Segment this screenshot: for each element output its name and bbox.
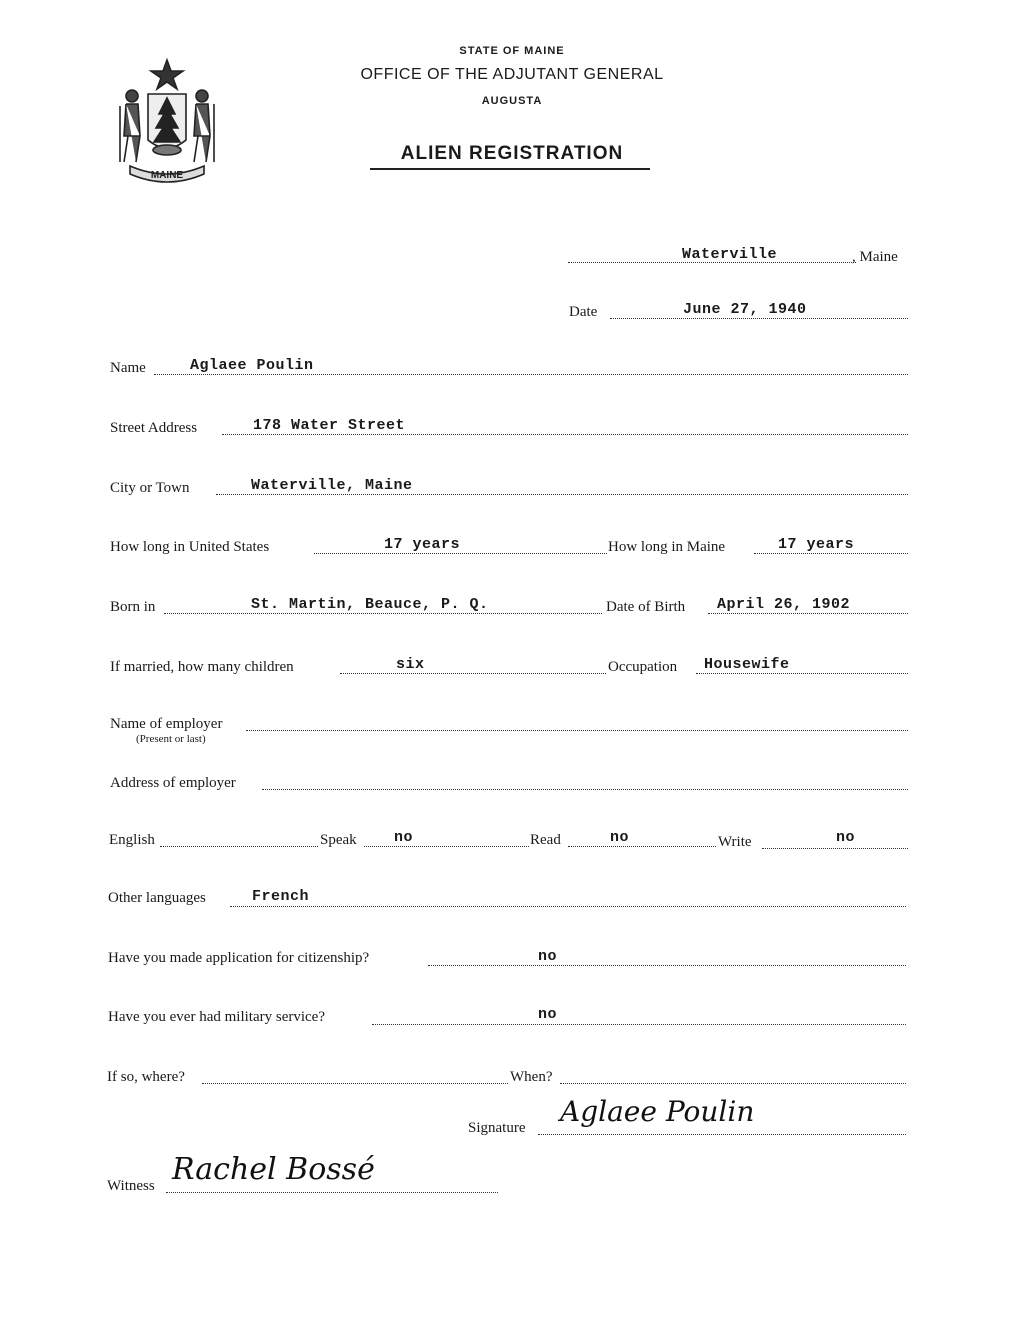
maine-state-seal-icon	[112, 58, 222, 186]
english-dots	[160, 846, 318, 847]
when-dots	[560, 1083, 906, 1084]
where-label: If so, where?	[107, 1069, 185, 1085]
name-dots	[154, 374, 908, 375]
name-value: Aglaee Poulin	[190, 357, 314, 374]
occupation-label: Occupation	[608, 659, 678, 675]
military-value: no	[538, 1006, 558, 1023]
us-years-value: 17 years	[384, 536, 461, 553]
speak-label: Speak	[320, 832, 357, 848]
street-label: Street Address	[110, 420, 198, 436]
street-dots	[222, 434, 908, 435]
citizenship-label: Have you made application for citizenship?	[108, 950, 370, 966]
born-in-value: St. Martin, Beauce, P. Q.	[251, 596, 489, 613]
read-label: Read	[530, 832, 561, 848]
speak-value: no	[394, 829, 414, 846]
city-label: City or Town	[110, 480, 190, 496]
military-label: Have you ever had military service?	[108, 1009, 325, 1025]
maine-years-label: How long in Maine	[608, 539, 726, 555]
dob-dots	[708, 613, 908, 614]
military-dots	[372, 1024, 906, 1025]
date-dots	[610, 318, 908, 319]
employer-address-dots	[262, 789, 908, 790]
read-dots	[568, 846, 716, 847]
write-label: Write	[718, 834, 752, 850]
location-value: Waterville	[682, 246, 778, 263]
witness-dots	[166, 1192, 498, 1193]
other-languages-value: French	[252, 888, 310, 905]
children-value: six	[396, 656, 425, 673]
employer-name-sublabel: (Present or last)	[136, 733, 206, 745]
title-underline	[370, 168, 650, 170]
other-languages-dots	[230, 906, 906, 907]
employer-name-dots	[246, 730, 908, 731]
born-in-label: Born in	[110, 599, 156, 615]
office-heading: OFFICE OF THE ADJUTANT GENERAL	[360, 66, 664, 83]
citizenship-value: no	[538, 948, 558, 965]
seal-banner-text: MAINE	[150, 170, 184, 181]
read-value: no	[610, 829, 630, 846]
us-years-dots	[314, 553, 607, 554]
signature-dots	[538, 1134, 906, 1135]
city-dots	[216, 494, 908, 495]
date-label: Date	[569, 304, 598, 320]
speak-dots	[364, 846, 529, 847]
name-label: Name	[110, 360, 146, 376]
where-dots	[202, 1083, 508, 1084]
english-label: English	[109, 832, 155, 848]
dob-value: April 26, 1902	[717, 596, 851, 613]
citizenship-dots	[428, 965, 906, 966]
signature-label: Signature	[468, 1120, 526, 1136]
occupation-dots	[696, 673, 908, 674]
employer-name-label: Name of employer	[110, 716, 223, 732]
city-value: Waterville, Maine	[251, 477, 413, 494]
city-heading: AUGUSTA	[481, 95, 543, 107]
page-title: ALIEN REGISTRATION	[400, 143, 624, 164]
us-years-label: How long in United States	[110, 539, 270, 555]
children-label: If married, how many children	[110, 659, 294, 675]
other-languages-label: Other languages	[108, 890, 206, 906]
state-heading: STATE OF MAINE	[459, 45, 565, 57]
witness-value: Rachel Bossé	[172, 1152, 375, 1187]
location-suffix: , Maine	[852, 249, 898, 265]
employer-address-label: Address of employer	[110, 775, 236, 791]
maine-years-dots	[754, 553, 908, 554]
write-dots	[762, 848, 908, 849]
date-value: June 27, 1940	[683, 301, 807, 318]
write-value: no	[836, 829, 856, 846]
children-dots	[340, 673, 606, 674]
witness-label: Witness	[107, 1178, 155, 1194]
signature-value: Aglaee Poulin	[560, 1095, 755, 1128]
when-label: When?	[510, 1069, 553, 1085]
street-value: 178 Water Street	[253, 417, 406, 434]
maine-years-value: 17 years	[778, 536, 855, 553]
occupation-value: Housewife	[704, 656, 790, 673]
born-in-dots	[164, 613, 602, 614]
dob-label: Date of Birth	[606, 599, 686, 615]
